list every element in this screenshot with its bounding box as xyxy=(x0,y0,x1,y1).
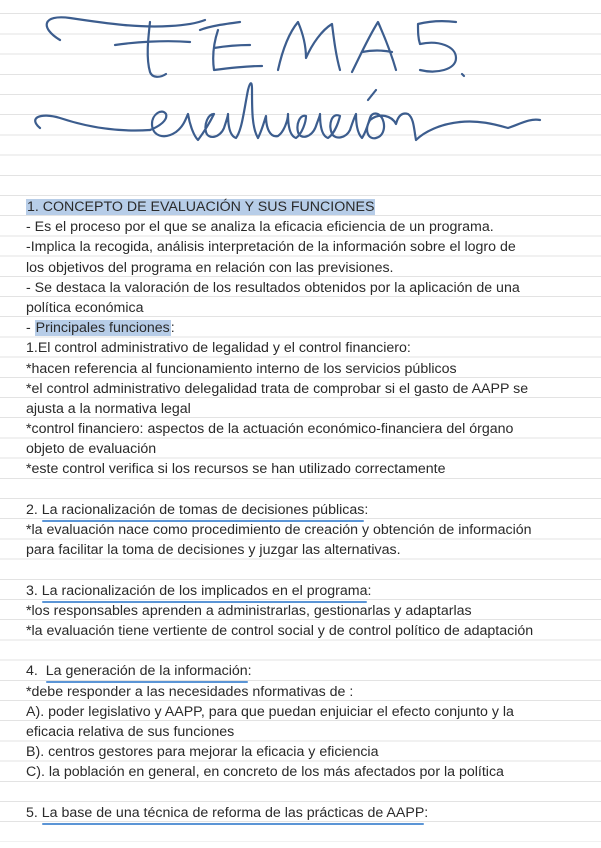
item-3-heading xyxy=(26,581,586,601)
handwritten-title xyxy=(0,0,601,185)
word-evaluacion xyxy=(150,83,460,140)
text-line: ajusta a la normativa legal xyxy=(26,400,191,417)
text-line: - Es el proceso por el que se analiza la eficacia eficiencia de un programa. xyxy=(26,219,494,236)
item-4-heading xyxy=(26,661,586,681)
numeral-5 xyxy=(418,21,456,71)
blank-line xyxy=(26,480,586,500)
letter-m xyxy=(278,22,340,70)
title-swash-bottom xyxy=(35,116,150,131)
title-swash-top xyxy=(47,17,205,40)
text-line: C). la población en general, en concreto de los más afectados por la política xyxy=(26,764,504,781)
letter-t-stem xyxy=(148,22,166,77)
item-3-number: 3. xyxy=(26,582,42,599)
text-line: *control financiero: aspectos de la actuación económico-financiera del órgano xyxy=(26,421,514,438)
text-line: objeto de evaluación xyxy=(26,441,157,458)
letter-a xyxy=(352,22,396,72)
text-line: *la evaluación tiene vertiente de control social y de control político de adaptación xyxy=(26,622,534,639)
blank-line xyxy=(26,782,586,802)
section-heading-text: 1. CONCEPTO DE EVALUACIÓN Y SUS FUNCIONES xyxy=(27,199,375,215)
item-2-heading xyxy=(26,500,586,520)
item-2-number: 2. xyxy=(26,501,42,518)
text-line: para facilitar la toma de decisiones y juzgar las alternativas. xyxy=(26,542,401,559)
functions-label: Principales funciones xyxy=(35,320,170,337)
item-5-title: La base de una técnica de reforma de las prácticas de AAPP xyxy=(41,804,425,821)
text-line: eficacia relativa de sus funciones xyxy=(26,723,235,740)
letter-t-bar xyxy=(115,41,190,45)
accent-mark xyxy=(368,90,376,100)
functions-prefix: - xyxy=(26,320,35,337)
item-2-colon: : xyxy=(364,501,369,518)
text-line: *el control administrativo delegalidad trata de comprobar si el gasto de AAPP se xyxy=(26,380,529,397)
item-5-number: 5. xyxy=(26,804,42,821)
blank-line xyxy=(26,560,586,580)
letter-e xyxy=(200,22,262,70)
text-line: B). centros gestores para mejorar la eficacia y eficiencia xyxy=(26,744,379,761)
item-4-number: 4. xyxy=(26,663,46,680)
text-line: A). poder legislativo y AAPP, para que puedan enjuiciar el efecto conjunto y la xyxy=(26,703,514,720)
functions-heading xyxy=(26,318,586,338)
notes-body xyxy=(26,197,586,823)
dot-mark xyxy=(462,74,464,76)
text-line: *este control verifica si los recursos se han utilizado correctamente xyxy=(26,461,446,478)
text-line: *debe responder a las necesidades nformativas de : xyxy=(26,683,354,700)
text-line: *los responsables aprenden a administrarlas, gestionarlas y adaptarlas xyxy=(26,602,472,619)
item-5-heading xyxy=(26,803,586,823)
item-4-title: La generación de la información xyxy=(45,663,248,680)
text-line: *la evaluación nace como procedimiento de creación y obtención de información xyxy=(26,522,532,538)
section-heading xyxy=(26,197,586,217)
item-1-heading: 1.El control administrativo de legalidad y el control financiero: xyxy=(26,340,411,357)
text-line: los objetivos del programa en relación con las previsiones. xyxy=(26,259,394,276)
item-4-colon: : xyxy=(247,663,252,680)
text-line: política económica xyxy=(26,299,144,316)
item-2-title: La racionalización de tomas de decisiones públicas xyxy=(41,501,365,518)
text-line: - Se destaca la valoración de los resultados obtenidos por la aplicación de una xyxy=(26,279,520,296)
item-3-colon: : xyxy=(367,582,372,599)
item-3-title: La racionalización de los implicados en el programa xyxy=(41,582,368,599)
text-line: *hacen referencia al funcionamiento interno de los servicios públicos xyxy=(26,360,457,377)
text-line: -Implica la recogida, análisis interpretación de la información sobre el logro de xyxy=(26,239,516,256)
blank-line xyxy=(26,641,586,661)
item-5-colon: : xyxy=(424,804,429,821)
title-tail xyxy=(460,120,540,128)
functions-suffix: : xyxy=(170,320,175,337)
